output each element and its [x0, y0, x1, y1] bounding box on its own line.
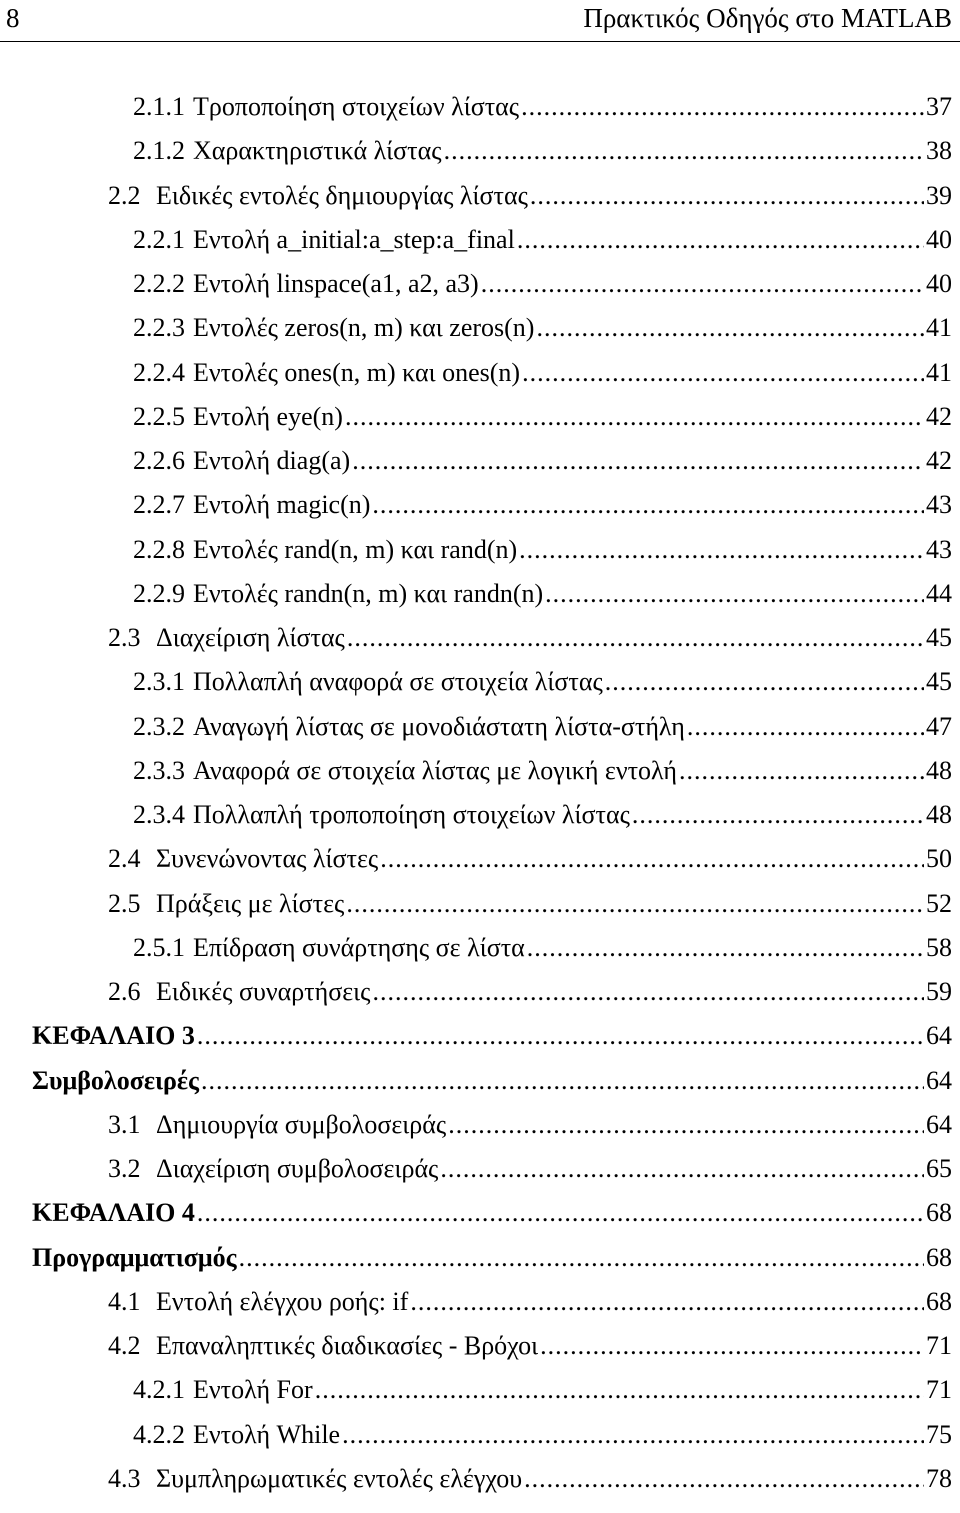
- toc-entry-title: Εντολή eye(n): [193, 401, 343, 431]
- toc-dot-leader: [380, 837, 924, 881]
- toc-entry-number: 2.3: [108, 623, 141, 652]
- toc-entry-number: 2.3.2: [133, 711, 185, 741]
- toc-entry[interactable]: [0, 1324, 960, 1368]
- toc-entry[interactable]: [0, 572, 960, 616]
- toc-entry-page: 64: [926, 1021, 952, 1051]
- toc-dot-leader: [197, 1014, 924, 1058]
- toc-entry-page: 59: [926, 977, 952, 1006]
- toc-entry-title: Εντολή ελέγχου ροής: if: [156, 1286, 409, 1316]
- toc-dot-leader: [448, 1103, 924, 1147]
- toc-dot-leader: [687, 705, 924, 749]
- toc-entry-number: 2.2.9: [133, 578, 185, 608]
- toc-dot-leader: [345, 395, 924, 439]
- toc-entry-page: 48: [926, 755, 952, 785]
- toc-entry[interactable]: [0, 882, 960, 926]
- page-header: [0, 0, 960, 46]
- toc-dot-leader: [352, 439, 924, 483]
- toc-entry-number: 2.4: [108, 844, 141, 874]
- toc-entry[interactable]: [0, 439, 960, 483]
- toc-entry-title: Εντολή linspace(a1, a2, a3): [193, 269, 479, 298]
- toc-entry-page: 52: [926, 888, 952, 918]
- toc-entry-title: Συμβολοσειρές: [32, 1065, 200, 1095]
- toc-entry[interactable]: [0, 1368, 960, 1412]
- toc-entry-page: 37: [926, 92, 952, 121]
- toc-entry[interactable]: [0, 705, 960, 749]
- toc-entry[interactable]: [0, 262, 960, 306]
- toc-entry[interactable]: [0, 749, 960, 793]
- toc-entry-number: 4.2.2: [133, 1419, 185, 1449]
- toc-entry-number: 2.2.3: [133, 313, 185, 343]
- toc-entry-title: Εντολή While: [193, 1419, 341, 1449]
- toc-entry-number: 2.2.4: [133, 357, 185, 387]
- toc-dot-leader: [522, 351, 924, 395]
- toc-entry-title: ΚΕΦΑΛΑΙΟ 4: [32, 1198, 195, 1228]
- toc-dot-leader: [605, 660, 924, 704]
- toc-entry-page: 71: [926, 1375, 952, 1405]
- toc-entry-number: 2.3.3: [133, 755, 185, 785]
- toc-entry-number: 2.3.1: [133, 667, 185, 697]
- toc-entry-page: 71: [926, 1331, 952, 1360]
- page-number: 8: [6, 3, 20, 33]
- toc-entry[interactable]: [0, 837, 960, 881]
- toc-entry-title: Ειδικές συναρτήσεις: [156, 977, 371, 1006]
- toc-entry-title: Δημιουργία συμβολοσειράς: [156, 1109, 447, 1139]
- toc-entry-number: 4.3: [108, 1463, 141, 1493]
- toc-entry-number: 2.1.1: [133, 92, 185, 121]
- toc-entry-number: 2.5: [108, 888, 141, 918]
- toc-entry-page: 42: [926, 401, 952, 431]
- toc-entry[interactable]: [0, 970, 960, 1014]
- toc-entry-title: Εντολή a_initial:a_step:a_final: [193, 224, 515, 254]
- toc-dot-leader: [372, 483, 924, 527]
- toc-dot-leader: [540, 1324, 924, 1368]
- toc-dot-leader: [524, 1457, 924, 1501]
- toc-entry-page: 40: [926, 269, 952, 298]
- toc-entry-page: 68: [926, 1198, 952, 1228]
- toc-entry-title: Εντολές zeros(n, m) και zeros(n): [193, 313, 535, 343]
- toc-entry-number: 2.5.1: [133, 932, 185, 962]
- toc-entry[interactable]: [0, 85, 960, 129]
- toc-entry-title: Διαχείριση λίστας: [156, 623, 345, 652]
- toc-entry-title: Τροποποίηση στοιχείων λίστας: [193, 92, 520, 121]
- toc-entry-number: 2.2: [108, 180, 141, 210]
- toc-dot-leader: [679, 749, 924, 793]
- toc-entry-page: 45: [926, 623, 952, 652]
- toc-entry[interactable]: [0, 395, 960, 439]
- toc-dot-leader: [315, 1368, 924, 1412]
- header-divider: [0, 41, 960, 42]
- toc-entry-page: 41: [926, 313, 952, 343]
- toc-dot-leader: [521, 85, 924, 129]
- toc-entry-title: ΚΕΦΑΛΑΙΟ 3: [32, 1021, 195, 1051]
- toc-entry-page: 42: [926, 446, 952, 475]
- toc-dot-leader: [372, 970, 924, 1014]
- toc-entry[interactable]: [0, 129, 960, 173]
- toc-dot-leader: [346, 882, 924, 926]
- toc-entry[interactable]: [0, 174, 960, 218]
- toc-entry-title: Εντολές randn(n, m) και randn(n): [193, 578, 544, 608]
- toc-entry-number: 3.1: [108, 1109, 141, 1139]
- toc-entry[interactable]: [0, 616, 960, 660]
- toc-dot-leader: [519, 528, 924, 572]
- toc-entry-page: 45: [926, 667, 952, 697]
- toc-entry-title: Πράξεις με λίστες: [156, 888, 345, 918]
- toc-entry-page: 41: [926, 357, 952, 387]
- toc-dot-leader: [517, 218, 924, 262]
- toc-entry-number: 2.2.1: [133, 224, 185, 254]
- toc-dot-leader: [530, 174, 924, 218]
- toc-entry-page: 65: [926, 1154, 952, 1183]
- toc-entry-number: 2.2.8: [133, 534, 185, 564]
- toc-entry-page: 64: [926, 1109, 952, 1139]
- toc-dot-leader: [440, 1147, 924, 1191]
- toc-entry-title: Πολλαπλή αναφορά σε στοιχεία λίστας: [193, 667, 603, 697]
- toc-entry[interactable]: [0, 1014, 960, 1058]
- toc-entry-page: 38: [926, 136, 952, 166]
- toc-entry-title: Εντολές ones(n, m) και ones(n): [193, 357, 521, 387]
- toc-entry-title: Εντολή magic(n): [193, 490, 371, 520]
- toc-entry-title: Εντολές rand(n, m) και rand(n): [193, 534, 518, 564]
- toc-dot-leader: [632, 793, 924, 837]
- toc-entry[interactable]: [0, 660, 960, 704]
- toc-entry[interactable]: [0, 1191, 960, 1235]
- toc-entry-page: 47: [926, 711, 952, 741]
- toc-entry-number: 4.2: [108, 1331, 141, 1360]
- toc-entry-number: 2.6: [108, 977, 141, 1006]
- toc-entry-page: 75: [926, 1419, 952, 1449]
- toc-entry[interactable]: [0, 218, 960, 262]
- toc-entry[interactable]: [0, 926, 960, 970]
- toc-entry-page: 44: [926, 578, 952, 608]
- toc-dot-leader: [410, 1280, 924, 1324]
- toc-entry-number: 2.2.2: [133, 269, 185, 298]
- toc-entry-title: Επίδραση συνάρτησης σε λίστα: [193, 932, 525, 962]
- toc-entry-number: 3.2: [108, 1154, 141, 1183]
- running-title: Πρακτικός Οδηγός στο MATLAB: [583, 3, 952, 33]
- toc-dot-leader: [201, 1059, 924, 1103]
- toc-entry-title: Συνενώνοντας λίστες: [156, 844, 379, 874]
- toc-entry[interactable]: [0, 528, 960, 572]
- toc-entry[interactable]: [0, 1236, 960, 1280]
- toc-entry[interactable]: [0, 1457, 960, 1501]
- toc-entry-page: 68: [926, 1286, 952, 1316]
- toc-entry-number: 4.1: [108, 1286, 141, 1316]
- toc-entry[interactable]: [0, 1280, 960, 1324]
- toc-entry-page: 58: [926, 932, 952, 962]
- toc-entry-title: Χαρακτηριστικά λίστας: [193, 136, 442, 166]
- toc-dot-leader: [197, 1191, 924, 1235]
- toc-entry-title: Αναγωγή λίστας σε μονοδιάστατη λίστα-στήλη: [193, 711, 685, 741]
- toc-entry-number: 4.2.1: [133, 1375, 185, 1405]
- toc-entry-number: 2.2.6: [133, 446, 185, 475]
- toc-entry-title: Εντολή diag(a): [193, 446, 351, 475]
- toc-entry-page: 39: [926, 180, 952, 210]
- toc-dot-leader: [536, 306, 924, 350]
- toc-entry-title: Αναφορά σε στοιχεία λίστας με λογική εντολή: [193, 755, 678, 785]
- toc-entry[interactable]: [0, 1059, 960, 1103]
- toc-entry-page: 78: [926, 1463, 952, 1493]
- toc-entry[interactable]: [0, 306, 960, 350]
- toc-entry-page: 64: [926, 1065, 952, 1095]
- toc-entry-page: 40: [926, 224, 952, 254]
- toc-dot-leader: [239, 1236, 924, 1280]
- toc-entry-title: Επαναληπτικές διαδικασίες - Βρόχοι: [156, 1331, 539, 1360]
- toc-entry-title: Προγραμματισμός: [32, 1242, 237, 1272]
- toc-entry-page: 43: [926, 490, 952, 520]
- toc-entry[interactable]: [0, 483, 960, 527]
- toc-entry-title: Συμπληρωματικές εντολές ελέγχου: [156, 1463, 523, 1493]
- toc-entry-page: 43: [926, 534, 952, 564]
- toc-entry-page: 48: [926, 800, 952, 829]
- toc-entry-page: 50: [926, 844, 952, 874]
- toc-entry-number: 2.2.7: [133, 490, 185, 520]
- toc-entry-title: Διαχείριση συμβολοσειράς: [156, 1154, 439, 1183]
- toc-entry[interactable]: [0, 1103, 960, 1147]
- toc-entry[interactable]: [0, 1147, 960, 1191]
- toc-entry-title: Πολλαπλή τροποποίηση στοιχείων λίστας: [193, 800, 630, 829]
- toc-entry-title: Εντολή For: [193, 1375, 313, 1405]
- toc-dot-leader: [481, 262, 924, 306]
- toc-dot-leader: [347, 616, 924, 660]
- toc-dot-leader: [444, 129, 924, 173]
- table-of-contents: [0, 85, 960, 1501]
- toc-entry[interactable]: [0, 793, 960, 837]
- toc-dot-leader: [342, 1413, 924, 1457]
- toc-entry-number: 2.3.4: [133, 800, 185, 829]
- toc-entry[interactable]: [0, 351, 960, 395]
- toc-entry[interactable]: [0, 1413, 960, 1457]
- toc-entry-title: Ειδικές εντολές δημιουργίας λίστας: [156, 180, 528, 210]
- toc-entry-number: 2.1.2: [133, 136, 185, 166]
- toc-dot-leader: [545, 572, 924, 616]
- toc-dot-leader: [527, 926, 924, 970]
- toc-entry-number: 2.2.5: [133, 401, 185, 431]
- toc-entry-page: 68: [926, 1242, 952, 1272]
